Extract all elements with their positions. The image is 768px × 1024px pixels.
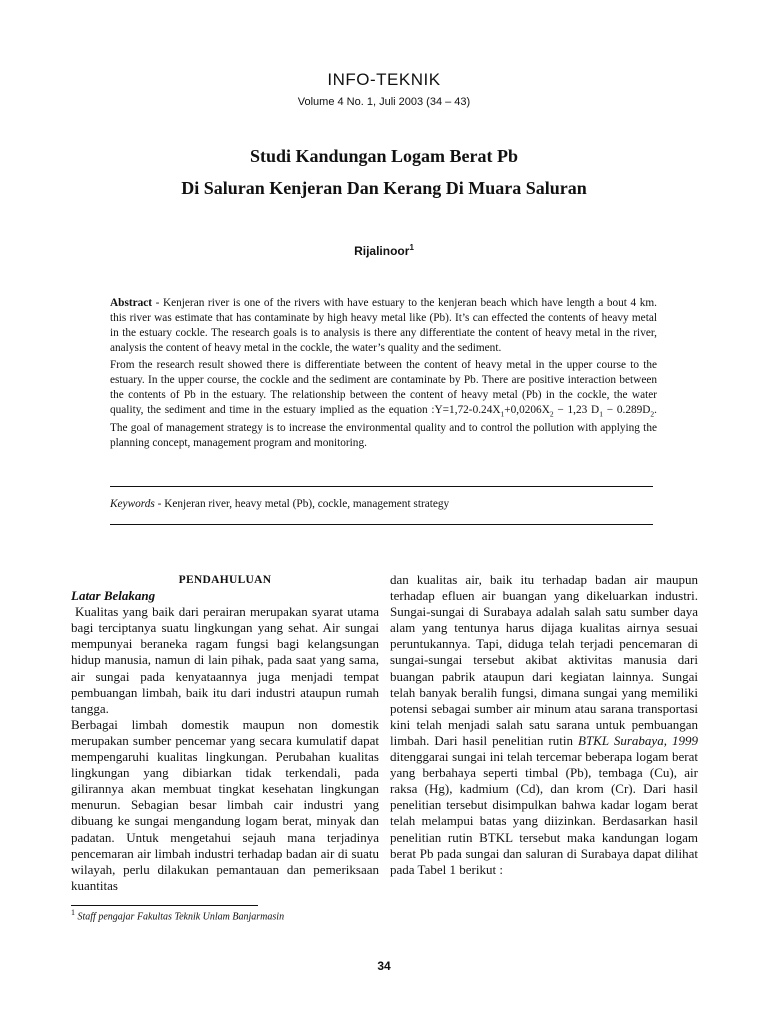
author-footnote-marker: 1 bbox=[409, 243, 414, 252]
keywords-rule-bottom bbox=[110, 524, 653, 525]
paper-title-line-2: Di Saluran Kenjeran Dan Kerang Di Muara Saluran bbox=[181, 178, 587, 198]
abstract-label: Abstract bbox=[110, 297, 153, 309]
abstract bbox=[110, 296, 657, 451]
footnote: $^1$ Staff pengajar Fakultas Teknik Unlam Banjarmasin bbox=[71, 908, 285, 923]
body-paragraph: Kualitas yang baik dari perairan merupakan syarat utama bagi terciptanya suatu lingkungan yang sehat. Air sungai mempunyai beraneka ragam fungsi bagi kelangsungan hidup manusia, namun di lain pihak, pada saat yang sama, air sungai pada kenyataannya juga menjadi tempat pembuangan limbah, baik itu dari industri ataupun rumah tangga. bbox=[71, 604, 379, 716]
author-name: Rijalinoor bbox=[354, 244, 410, 258]
abstract-paragraph-2: From the research result showed there is differentiate between the content of heavy metal in the upper course to the estuary. In the upper course, the cockle and the sediment are contaminate by Pb. There are positive interaction between the contents of Pb in the estuary. The relationship between the content of heavy metal (Pb) in the cockle, the water quality, the sediment and time in the estuary implied as the equation $:Y=1,72-0.24X_1+0,0206X_2 - 1,23$ $D_1 - 0.289D_2$. The goal of management strategy is to increase the environmental quality and to control the pollution with applying the planning concept, management program and monitoring. bbox=[110, 359, 657, 450]
abstract-paragraph-1: Abstract - Kenjeran river is one of the rivers with have estuary to the kenjeran beach which have length a bout 4 km. this river was estimate that has contaminate by high heavy metal like (Pb). It’s can effected the contents of heavy metal in the estuary cockle. The research goals is to analysis is there any differentiate the content of heavy metal in the river, analysis the content of heavy metal in the cockle, the water’s quality and the sediment. bbox=[110, 297, 657, 354]
body-column-left bbox=[71, 572, 379, 894]
body-paragraph: Berbagai limbah domestik maupun non domestik merupakan sumber pencemar yang secara kumulatif dapat mempengaruhi kualitas lingkungan. Perubahan kualitas lingkungan yang dibiarkan tidak terkendali, pada gilirannya akan membuat tingkat kesehatan lingkungan menurun. Sebagian besar limbah cair industri yang dibuang ke sungai mengandung logam berat, minyak dan padatan. Untuk mengetahui sejauh mana terjadinya pencemaran air limbah industri terhadap badan air di suatu wilayah, perlu dilakukan pemantauan dan pemeriksaan kuantitas bbox=[71, 716, 379, 893]
subsection-heading: Latar Belakang bbox=[71, 588, 156, 604]
journal-volume: Volume 4 No. 1, Juli 2003 (34 – 43) bbox=[297, 96, 471, 108]
body-paragraph: dan kualitas air, baik itu terhadap badan air maupun terhadap efluen air buangan yang dikeluarkan industri. Sungai-sungai di Surabaya adalah salah satu sumber daya alam yang tentunya harus dijaga kualitas airnya sesuai peruntukannya. Tapi, diduga telah terjadi pencemaran di sungai-sungai tersebut akibat aktivitas manusia dari buangan pabrik ataupun dari kegiatan lainnya. Sungai telah banyak beralih fungsi, dimana sungai yang memiliki potensi sebagai sumber air minum atau sarana transportasi kini telah menjadi salah satu sarana untuk pembuangan limbah. Dari hasil penelitian rutin BTKL Surabaya, 1999 ditenggarai sungai ini telah tercemar beberapa logam berat yang berbahaya seperti timbal (Pb), tembaga (Cu), air raksa (Hg), kadmium (Cd), dan krom (Cr). Dari hasil penelitian tersebut disimpulkan bahwa kadar logam berat telah melampui batas yang diizinkan. Berdasarkan hasil penelitian rutin BTKL tersebut maka kandungan logam berat Pb pada sungai dan saluran di Surabaya dapat dilihat pada Tabel 1 berikut : bbox=[390, 572, 698, 877]
keywords: Keywords - Kenjeran river, heavy metal (Pb), cockle, management strategy bbox=[110, 498, 450, 510]
journal-title: INFO-TEKNIK bbox=[327, 70, 441, 89]
paper-title-line-1: Studi Kandungan Logam Berat Pb bbox=[249, 146, 519, 166]
keywords-label: Keywords bbox=[110, 498, 155, 510]
author bbox=[0, 243, 768, 258]
keywords-rule-top bbox=[110, 486, 653, 487]
footnote-rule bbox=[71, 905, 258, 906]
page-number: 34 bbox=[377, 959, 391, 973]
footnote-marker: 1 bbox=[71, 908, 75, 917]
section-heading: PENDAHULUAN bbox=[178, 574, 272, 586]
body-column-right bbox=[390, 572, 698, 878]
